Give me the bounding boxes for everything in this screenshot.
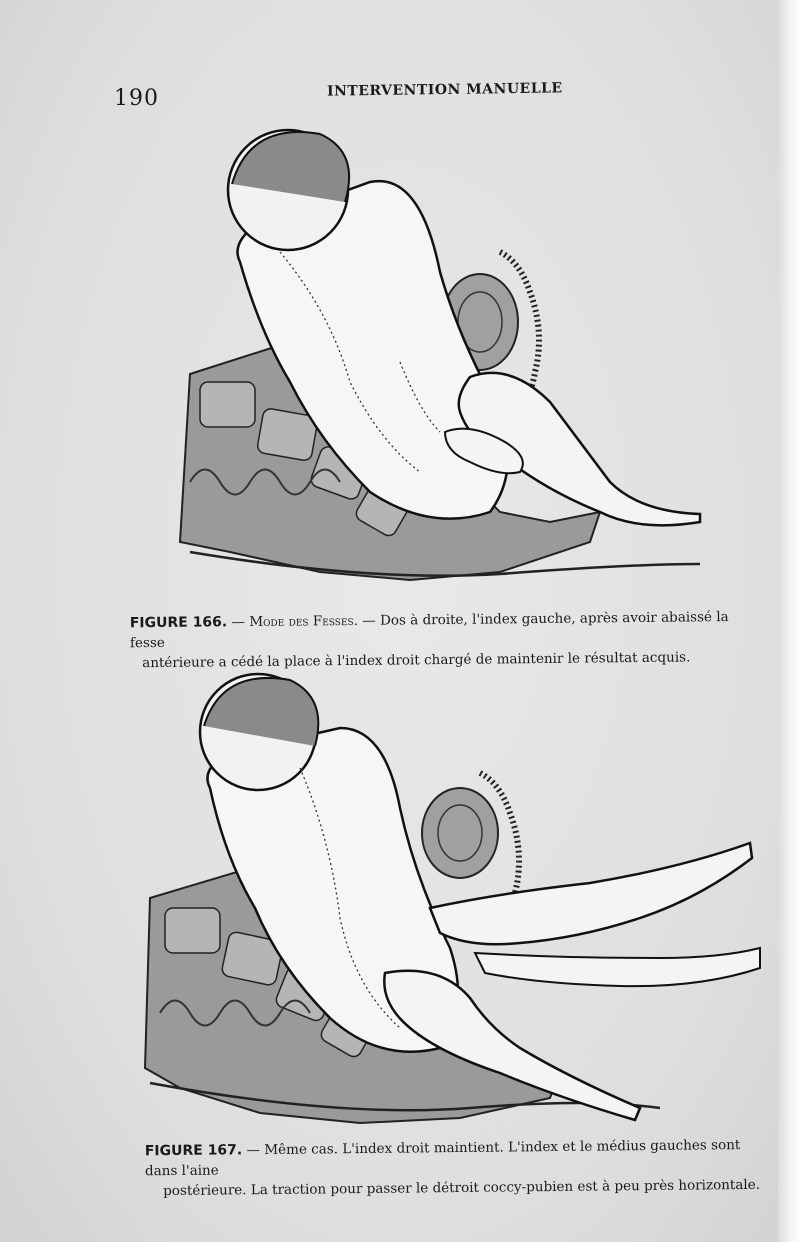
figure-166-illustration	[170, 112, 760, 602]
running-title: INTERVENTION MANUELLE	[326, 80, 563, 100]
figure-167-text-line1: — Même cas. L'index droit maintient. L'index et le médius gauches sont dans l'aine	[144, 1137, 741, 1180]
figure-166-text-line2: antérieure a cédé la place à l'index droit chargé de maintenir le résultat acquis.	[142, 649, 691, 672]
figure-166-label: FIGURE 166.	[129, 614, 228, 632]
figure-167-text-line2: postérieure. La traction pour passer le détroit coccy-pubien est à peu près horizontale.	[163, 1176, 761, 1200]
figure-166-text-line1: — Dos à droite, l'index gauche, après avoir abaissé la fesse	[129, 609, 729, 652]
page-number: 190	[114, 86, 159, 111]
page-edge	[778, 0, 800, 1242]
figure-166-dash: —	[227, 614, 250, 631]
figure-167-caption	[145, 1135, 776, 1202]
figure-166-mode: Mode des Fesses.	[249, 612, 359, 631]
figure-167-label: FIGURE 167.	[144, 1142, 243, 1160]
figure-167-illustration	[140, 668, 780, 1138]
figure-166-caption	[130, 607, 761, 674]
